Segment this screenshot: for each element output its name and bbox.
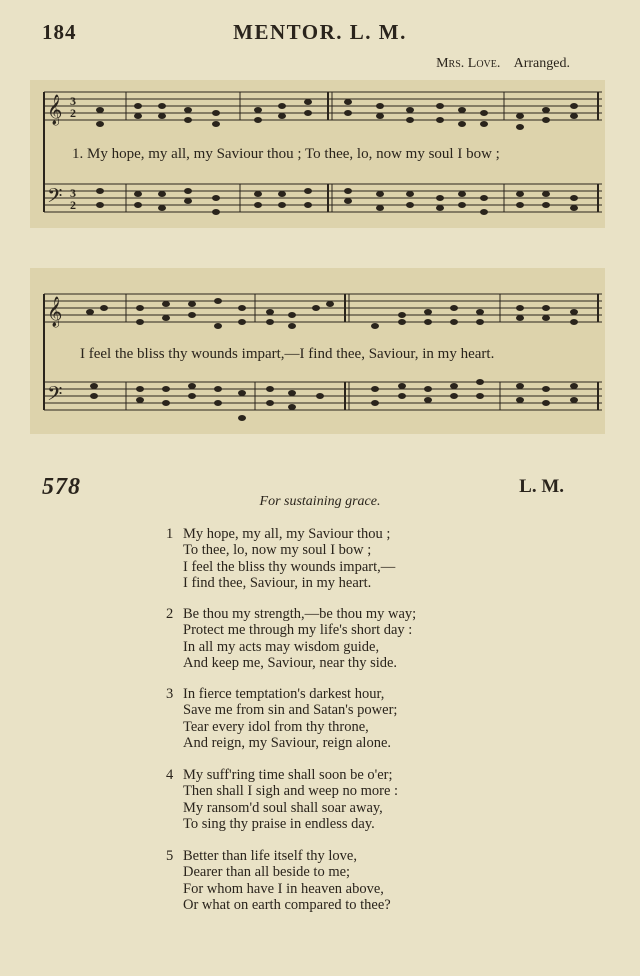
svg-text:2: 2: [70, 106, 76, 120]
hymn-meter: L. M.: [519, 476, 564, 497]
hymn-subtitle: For sustaining grace.: [259, 494, 381, 509]
stanza-line: In all my acts may wisdom guide,: [183, 638, 380, 655]
stanza-number: 2: [166, 606, 174, 622]
stanza-line: Dearer than all beside to me;: [183, 864, 351, 881]
svg-text:3: 3: [70, 186, 76, 200]
stanza-line: Then shall I sigh and weep no more :: [183, 783, 399, 800]
stanza-number: 5: [166, 848, 174, 864]
stanza-line: Protect me through my life's short day :: [183, 622, 413, 639]
page-number: 184: [42, 20, 77, 44]
stanza-2: [166, 606, 496, 671]
stanza-number: 3: [166, 686, 174, 702]
stanza-line: For whom have I in heaven above,: [183, 880, 384, 897]
svg-text:𝄢: 𝄢: [47, 382, 63, 410]
composer-credit: [436, 56, 570, 72]
stanza-line: 5 Better than life itself thy love,: [166, 848, 357, 864]
stanza-line: 3 In fierce temptation's darkest hour,: [166, 686, 385, 702]
stanza-line: And keep me, Saviour, near thy side.: [183, 654, 398, 671]
tune-title: MENTOR. L. M.: [233, 20, 407, 44]
svg-text:2: 2: [70, 198, 76, 212]
stanza-line: 2 Be thou my strength,—be thou my way;: [166, 606, 417, 622]
stanza-line: Tear every idol from thy throne,: [183, 718, 369, 735]
composer-name: Mrs. Love.: [436, 56, 501, 71]
stanza-line: Save me from sin and Satan's power;: [183, 702, 398, 719]
svg-text:3: 3: [70, 94, 76, 108]
hymn-number: 578: [42, 474, 81, 500]
stanza-number: 4: [166, 767, 174, 783]
stanza-number: 1: [166, 526, 174, 542]
stanza-line: I find thee, Saviour, in my heart.: [183, 574, 372, 591]
stanza-line: And reign, my Saviour, reign alone.: [183, 734, 392, 751]
svg-text:𝄞: 𝄞: [47, 297, 63, 327]
stanza-3: [166, 686, 496, 751]
svg-text:𝄞: 𝄞: [47, 95, 63, 125]
composer-note: Arranged.: [513, 56, 570, 71]
stanza-4: [166, 767, 496, 832]
music-lyric-line-1: 1. My hope, my all, my Saviour thou ; To thee, lo, now my soul I bow ;: [72, 146, 500, 162]
stanza-line: To sing thy praise in endless day.: [183, 815, 375, 832]
stanza-5: [166, 848, 496, 913]
stanza-line: My ransom'd soul shall soar away,: [183, 799, 383, 816]
stanza-1: [166, 526, 496, 591]
stanza-line: 4 My suff'ring time shall soon be o'er;: [166, 767, 393, 783]
stanza-line: To thee, lo, now my soul I bow ;: [183, 542, 372, 559]
svg-text:𝄢: 𝄢: [47, 184, 63, 212]
music-lyric-line-2: I feel the bliss thy wounds impart,—I find thee, Saviour, in my heart.: [80, 346, 495, 362]
stanza-line: I feel the bliss thy wounds impart,—: [183, 558, 396, 575]
stanza-line: 1 My hope, my all, my Saviour thou ;: [166, 526, 391, 542]
stanza-line: Or what on earth compared to thee?: [183, 896, 391, 913]
